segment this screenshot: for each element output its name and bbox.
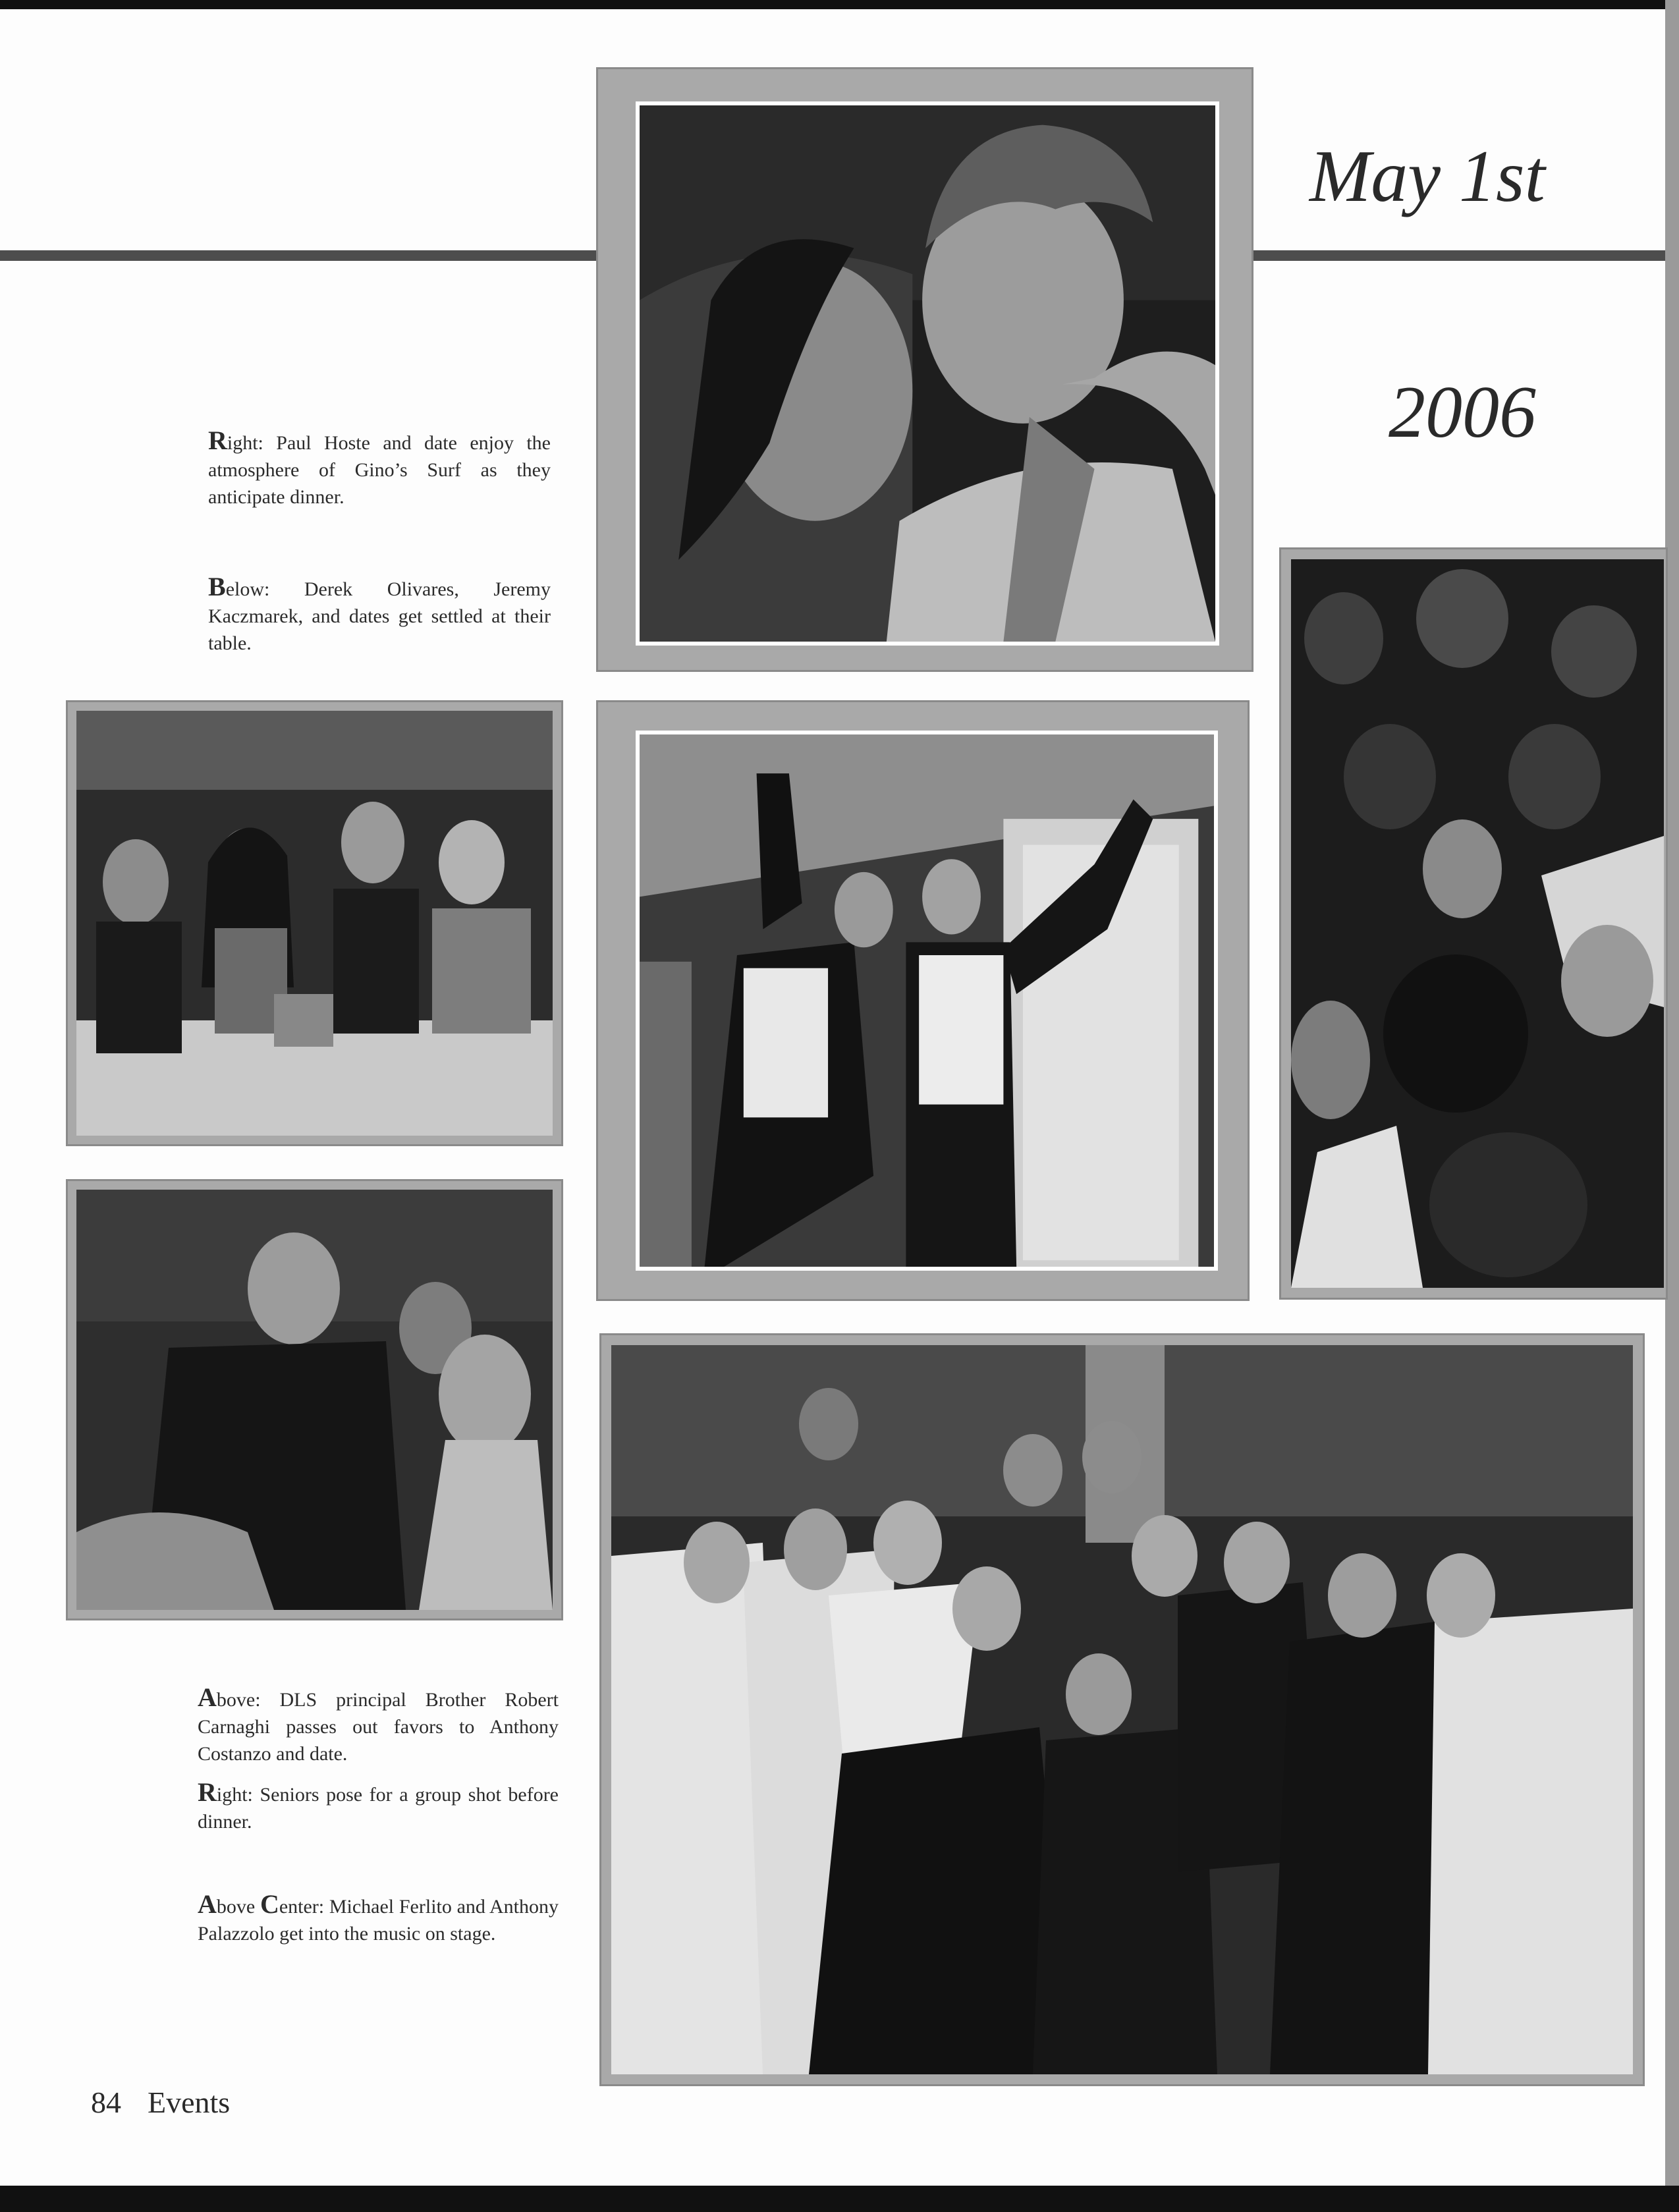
photo-frame-seniors: [599, 1333, 1645, 2086]
caption-initial: C: [260, 1889, 279, 1919]
horizontal-rule-left: [0, 250, 596, 261]
photo-frame-favors: [66, 1179, 563, 1620]
page-number: 84: [91, 2086, 121, 2119]
photo-frame-couple: [596, 67, 1253, 672]
caption-michael-ferlito: [198, 1891, 559, 1947]
horizontal-rule-right: [1253, 250, 1665, 261]
photo-frame-table: [66, 700, 563, 1146]
caption-text: elow: Derek Olivares, Jeremy Kaczmarek, and dates get settled at their table.: [208, 578, 551, 654]
year-headline: 2006: [1389, 372, 1536, 453]
caption-text: enter: Michael Ferlito and Anthony Palazzolo get into the music on stage.: [198, 1896, 559, 1945]
photo-seniors-group: [611, 1345, 1633, 2074]
caption-text: bove: DLS principal Brother Robert Carnaghi passes out favors to Anthony Costanzo and date.: [198, 1689, 559, 1765]
caption-initial: R: [208, 426, 227, 455]
caption-initial: R: [198, 1777, 217, 1807]
photo-frame-crowd: [1279, 547, 1668, 1300]
photo-favors: [76, 1190, 553, 1610]
caption-derek-olivares: [208, 573, 551, 657]
caption-text: ight: Seniors pose for a group shot before dinner.: [198, 1784, 559, 1833]
bottom-border: [0, 2186, 1679, 2212]
caption-text: bove: [216, 1896, 260, 1918]
caption-paul-hoste: [208, 427, 551, 511]
date-headline: May 1st: [1309, 136, 1545, 217]
photo-stage-dancing: [636, 731, 1218, 1271]
section-name: Events: [148, 2086, 231, 2119]
caption-initial: B: [208, 572, 226, 601]
photo-table-group: [76, 711, 553, 1136]
photo-frame-stage: [596, 700, 1250, 1301]
caption-seniors-group: [198, 1779, 559, 1835]
page-footer: [91, 2085, 230, 2120]
photo-dance-crowd: [1291, 559, 1664, 1288]
photo-couple-dancing: [636, 101, 1219, 646]
caption-brother-carnaghi: [198, 1684, 559, 1767]
caption-initial: A: [198, 1682, 217, 1712]
caption-text: ight: Paul Hoste and date enjoy the atmosphere of Gino’s Surf as they anticipate dinner.: [208, 432, 551, 508]
caption-initial: A: [198, 1889, 217, 1919]
top-border: [0, 0, 1679, 9]
